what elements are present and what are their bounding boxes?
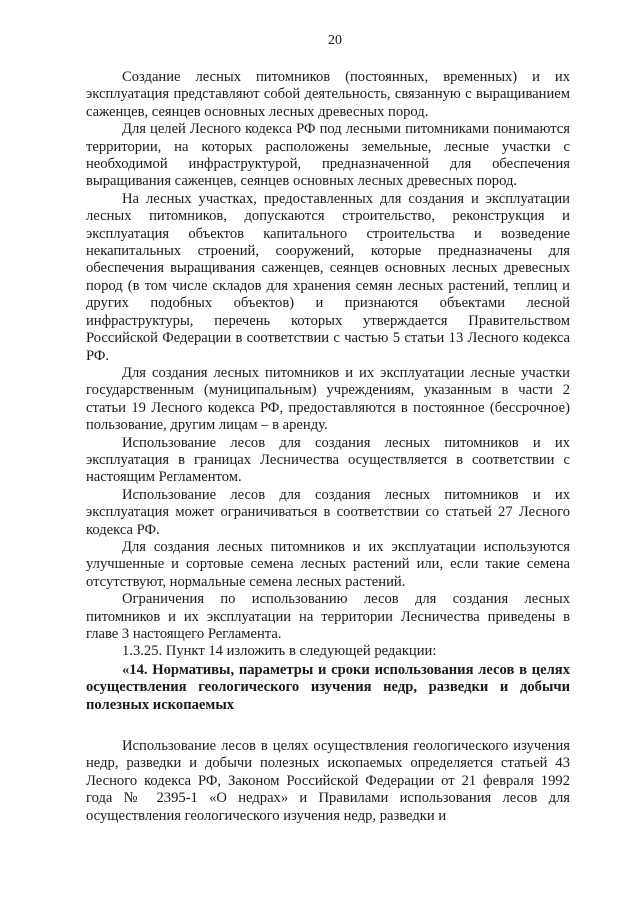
section-heading-geology: «14. Нормативы, параметры и сроки использования лесов в целях осуществления геологического изучения недр, разведки и добычи полезных ископаемых (86, 661, 570, 713)
paragraph-restriction-article-27: Использование лесов для создания лесных питомников и их эксплуатация может ограничиваться в соответствии со статьей 27 Лесного кодекса РФ. (86, 486, 570, 538)
paragraph-chapter-3-restrictions: Ограничения по использованию лесов для создания лесных питомников и их эксплуатации на территории Лесничества приведены в главе 3 настоящего Регламента. (86, 591, 570, 642)
paragraph-forest-code-purposes: Для целей Лесного кодекса РФ под лесными питомниками понимаются территории, на которых расположены земельные, лесные участки с необходимой инфраструктурой, предназначенной для обеспечения выращивания саженцев, сеянцев основных лесных древесных пород. (86, 121, 570, 190)
paragraph-land-provision: Для создания лесных питомников и их эксплуатации лесные участки государственным (муниципальным) учреждениям, указанным в части 2 статьи 19 Лесного кодекса РФ, предоставляются в постоянное (бессрочное) пользование, другим лицам – в аренду. (86, 364, 570, 434)
paragraph-seeds-used: Для создания лесных питомников и их эксплуатации используются улучшенные и сортовые семена лесных растений или, если такие семена отсутствуют, нормальные семена лесных растений. (86, 538, 570, 590)
paragraph-nurseries-definition: Создание лесных питомников (постоянных, временных) и их эксплуатация представляют собой деятельность, связанную с выращиванием саженцев, сеянцев основных лесных древесных пород. (86, 69, 570, 120)
section-gap (86, 714, 570, 738)
paragraph-geology-use: Использование лесов в целях осуществления геологического изучения недр, разведки и добычи полезных ископаемых определяется статьей 43 Лесного кодекса РФ, Законом Российской Федерации от 21 февраля 1992 года № 2395-1 «О недрах» и Правилами использования лесов для осуществления геологического изучения недр, разведки и (86, 738, 570, 824)
paragraph-regulation-compliance: Использование лесов для создания лесных питомников и их эксплуатация в границах Лесничества осуществляется в соответствии с настоящим Регламентом. (86, 434, 570, 486)
paragraph-construction-allowed: На лесных участках, предоставленных для создания и эксплуатации лесных питомников, допускаются строительство, реконструкция и эксплуатация объектов капитального строительства и возведение некапитальных строений, сооружений, которые предназначены для обеспечения выращивания саженцев, сеянцев основных лесных древесных пород (в том числе складов для хранения семян лесных растений, теплиц и других подобных объектов) и признаются объектами лесной инфраструктуры, перечень которых утверждается Правительством Российской Федерации в соответствии с частью 5 статьи 13 Лесного кодекса РФ. (86, 190, 570, 364)
paragraph-item-14-amendment: 1.3.25. Пункт 14 изложить в следующей редакции: (122, 643, 437, 660)
page-number: 20 (328, 33, 342, 48)
